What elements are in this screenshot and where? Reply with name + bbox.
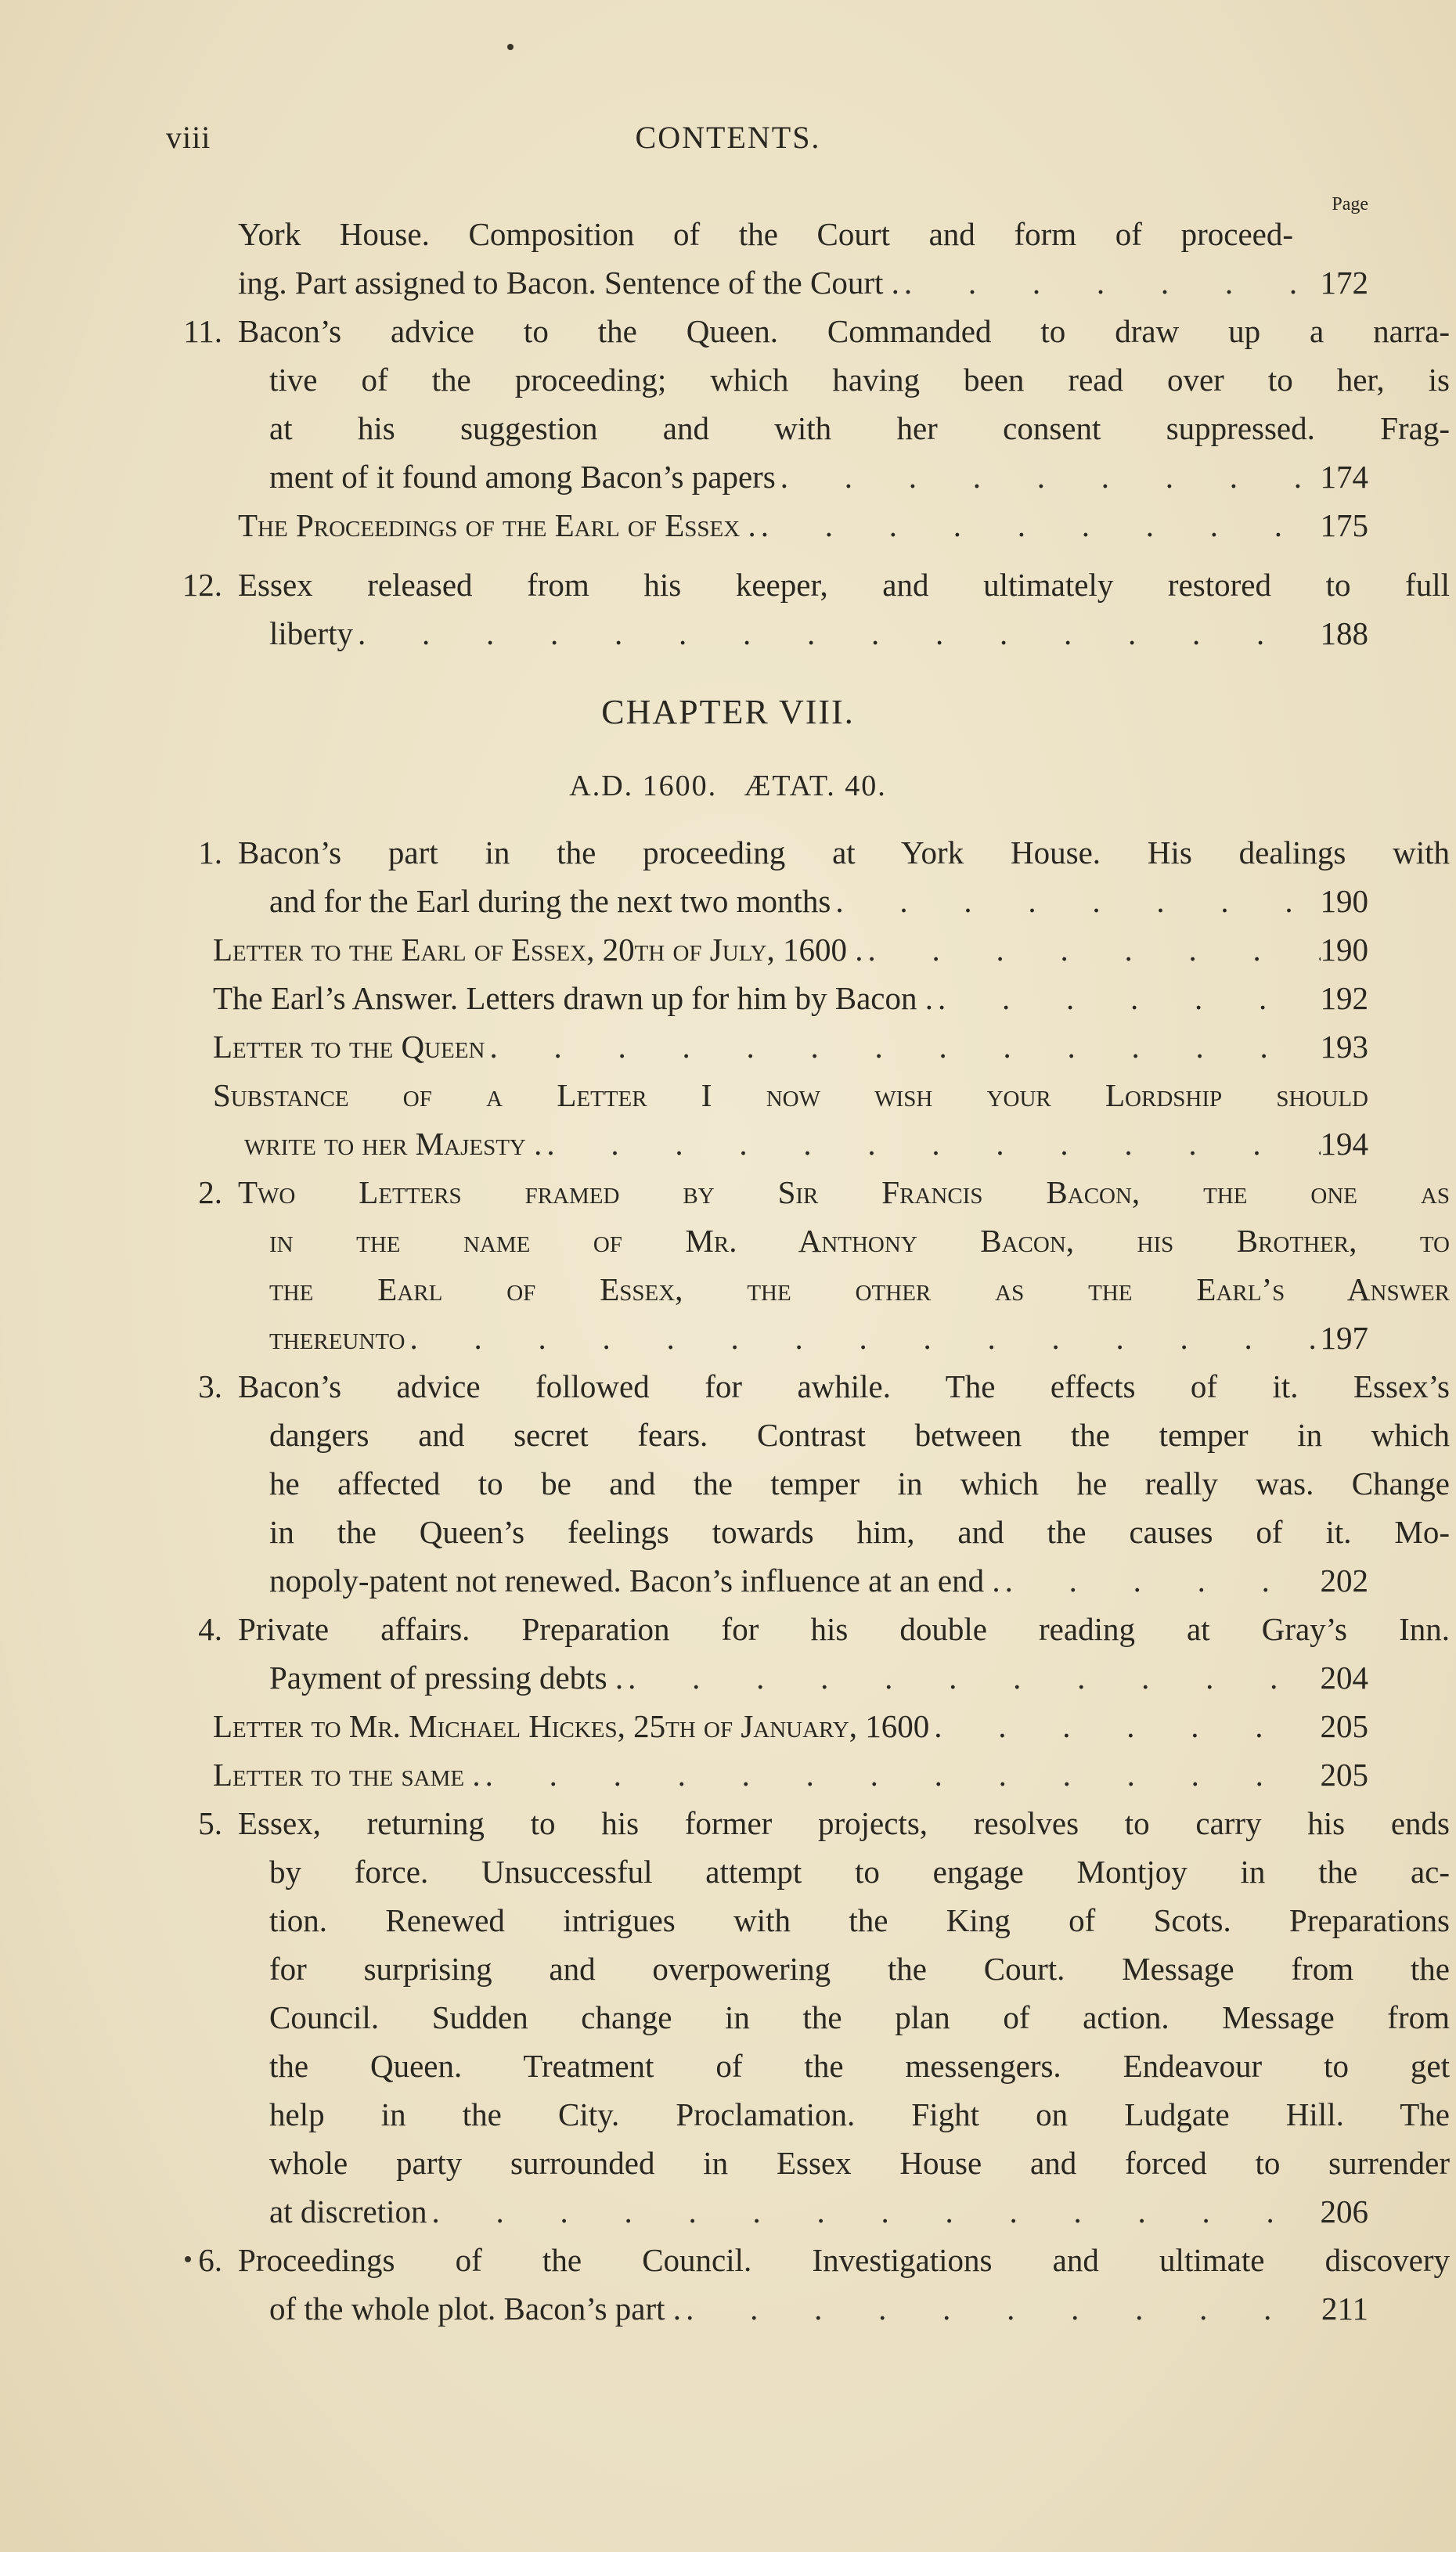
dot-leader (1000, 1556, 1321, 1605)
page-ref: 206 (1320, 2193, 1368, 2229)
entry-text-line: whole party surrounded in Essex House and forced to surrender (269, 2145, 1450, 2181)
entry-number: 6. (198, 2242, 222, 2278)
page-ref: 190 (1320, 932, 1368, 968)
page-number: viii (166, 120, 211, 155)
entry-text-line: by force. Unsuccessful attempt to engage Montjoy in the ac- (269, 1854, 1450, 1890)
dot-leader (485, 1022, 1320, 1071)
page-ref: 194 (1320, 1126, 1368, 1162)
dot-leader (623, 1653, 1320, 1702)
dot-leader (899, 258, 1321, 307)
entry-text-line: help in the City. Proclamation. Fight on Ludgate Hill. The (269, 2096, 1450, 2132)
entry-tail-text: The Proceedings of the Earl of Essex . (238, 507, 756, 543)
entry-text-line: York House. Composition of the Court and form of proceed- (238, 216, 1293, 252)
entry-tail (238, 501, 1368, 550)
entry-text-line: he affected to be and the temper in which he really was. Change (269, 1465, 1450, 1501)
entry-text-line: at his suggestion and with her consent suppressed. Frag- (269, 410, 1450, 446)
entry-number: 2. (198, 1174, 222, 1210)
entry-number: 12. (182, 567, 222, 603)
entry-tail-text: thereunto (269, 1320, 405, 1356)
chapter-year: A.D. 1600. (569, 770, 718, 802)
entry-tail-text: of the whole plot. Bacon’s part . (269, 2291, 682, 2327)
dot-leader (353, 609, 1320, 658)
dot-leader (831, 877, 1320, 925)
page-ref: 172 (1320, 265, 1368, 301)
page-ref: 204 (1320, 1660, 1368, 1696)
dot-leader (933, 974, 1321, 1022)
entry-number: 5. (198, 1805, 222, 1841)
entry-tail (213, 1022, 1368, 1071)
page-ref: 174 (1320, 459, 1368, 495)
dot-leader (776, 452, 1321, 501)
entry-tail (269, 877, 1368, 925)
entry-number: 3. (198, 1368, 222, 1404)
dot-leader (863, 925, 1320, 974)
entry-text-line: Essex released from his keeper, and ultimately restored to full (238, 567, 1450, 603)
entry-text-line: Council. Sudden change in the plan of action. Message from (269, 1999, 1450, 2035)
entry-tail-text: ing. Part assigned to Bacon. Sentence of the Court . (238, 265, 899, 301)
entry-tail (269, 2284, 1368, 2333)
entry-text-line: the Earl of Essex, the other as the Earl’s Answer (269, 1271, 1450, 1307)
entry-tail (269, 452, 1368, 501)
entry-number: 4. (198, 1611, 222, 1647)
entry-tail-text: Payment of pressing debts . (269, 1660, 624, 1696)
chapter-aetat: ÆTAT. 40. (744, 770, 887, 802)
entry-tail-text: Letter to Mr. Michael Hickes, 25th of January, 1600 (213, 1708, 930, 1744)
entry-text-line: Bacon’s advice followed for awhile. The effects of it. Essex’s (238, 1368, 1450, 1404)
entry-tail (269, 2187, 1368, 2236)
entry-tail (213, 925, 1368, 974)
entry-tail-text: Letter to the same . (213, 1757, 481, 1793)
entry-tail-text: liberty (269, 615, 354, 651)
entry-number: 11. (183, 313, 222, 349)
chapter-date (0, 769, 1456, 803)
entry-text-line: Essex, returning to his former projects, resolves to carry his ends (238, 1805, 1450, 1841)
entry-tail-text: at discretion (269, 2193, 427, 2229)
dot-leader (405, 1314, 1320, 1362)
entry-number: 1. (198, 834, 222, 870)
entry-tail-text: ment of it found among Bacon’s papers (269, 459, 776, 495)
page-ref: 205 (1320, 1757, 1368, 1793)
entry-tail (269, 1314, 1368, 1362)
entry-text-line: tion. Renewed intrigues with the King of Scots. Preparations (269, 1902, 1450, 1938)
entry-text-line: Two Letters framed by Sir Francis Bacon, the one as (238, 1174, 1450, 1210)
dot-leader (542, 1119, 1320, 1168)
entry-tail (213, 1702, 1368, 1750)
page-ref: 202 (1320, 1563, 1368, 1599)
entry-tail-text: write to her Majesty . (244, 1126, 542, 1162)
entry-tail (244, 1119, 1368, 1168)
page-ref: 211 (1321, 2291, 1368, 2327)
entry-tail-text: Letter to the Queen (213, 1029, 485, 1065)
entry-text-line: Bacon’s part in the proceeding at York House. His dealings with (238, 834, 1450, 870)
dot-leader (427, 2187, 1321, 2236)
entry-tail (269, 1556, 1368, 1605)
entry-text-line: in the name of Mr. Anthony Bacon, his Brother, to (269, 1223, 1450, 1259)
entry-tail (213, 974, 1368, 1022)
dot-leader (929, 1702, 1320, 1750)
page-ref: 193 (1320, 1029, 1368, 1065)
entry-text-line: Proceedings of the Council. Investigations and ultimate discovery (238, 2242, 1450, 2278)
entry-tail-text: Letter to the Earl of Essex, 20th of July, 1600 . (213, 932, 863, 968)
chapter-heading: CHAPTER VIII. (601, 693, 855, 731)
dot-leader (756, 501, 1321, 550)
dot-leader (481, 1750, 1321, 1799)
entry-text-line: dangers and secret fears. Contrast between the temper in which (269, 1417, 1450, 1453)
page-ref: 192 (1320, 980, 1368, 1016)
entry-text-line: tive of the proceeding; which having been read over to her, is (269, 362, 1450, 398)
entry-text-line: for surprising and overpowering the Court. Message from the (269, 1951, 1450, 1987)
entry-tail (238, 258, 1368, 307)
page-ref: 175 (1320, 507, 1368, 543)
page-ref: 205 (1320, 1708, 1368, 1744)
entry-text-line: the Queen. Treatment of the messengers. Endeavour to get (269, 2048, 1450, 2084)
entry-tail (269, 1653, 1368, 1702)
page-ref: 197 (1320, 1320, 1368, 1356)
running-title: CONTENTS. (635, 120, 821, 155)
page-ref: 188 (1320, 615, 1368, 651)
entry-text-line: Substance of a Letter I now wish your Lordship should (213, 1077, 1368, 1113)
entry-text-line: in the Queen’s feelings towards him, and the causes of it. Mo- (269, 1514, 1450, 1550)
page-ref: 190 (1320, 883, 1368, 919)
entry-tail-text: and for the Earl during the next two months (269, 883, 831, 919)
entry-tail-text: nopoly-patent not renewed. Bacon’s influence at an end . (269, 1563, 1000, 1599)
page-column-label: Page (1332, 194, 1368, 214)
entry-text-line: Private affairs. Preparation for his double reading at Gray’s Inn. (238, 1611, 1450, 1647)
entry-text-line: Bacon’s advice to the Queen. Commanded to draw up a narra- (238, 313, 1450, 349)
ink-speck (185, 2256, 191, 2262)
ink-speck (507, 44, 514, 50)
entry-tail (213, 1750, 1368, 1799)
dot-leader (681, 2284, 1321, 2333)
entry-tail-text: The Earl’s Answer. Letters drawn up for him by Bacon . (213, 980, 933, 1016)
entry-tail (269, 609, 1368, 658)
